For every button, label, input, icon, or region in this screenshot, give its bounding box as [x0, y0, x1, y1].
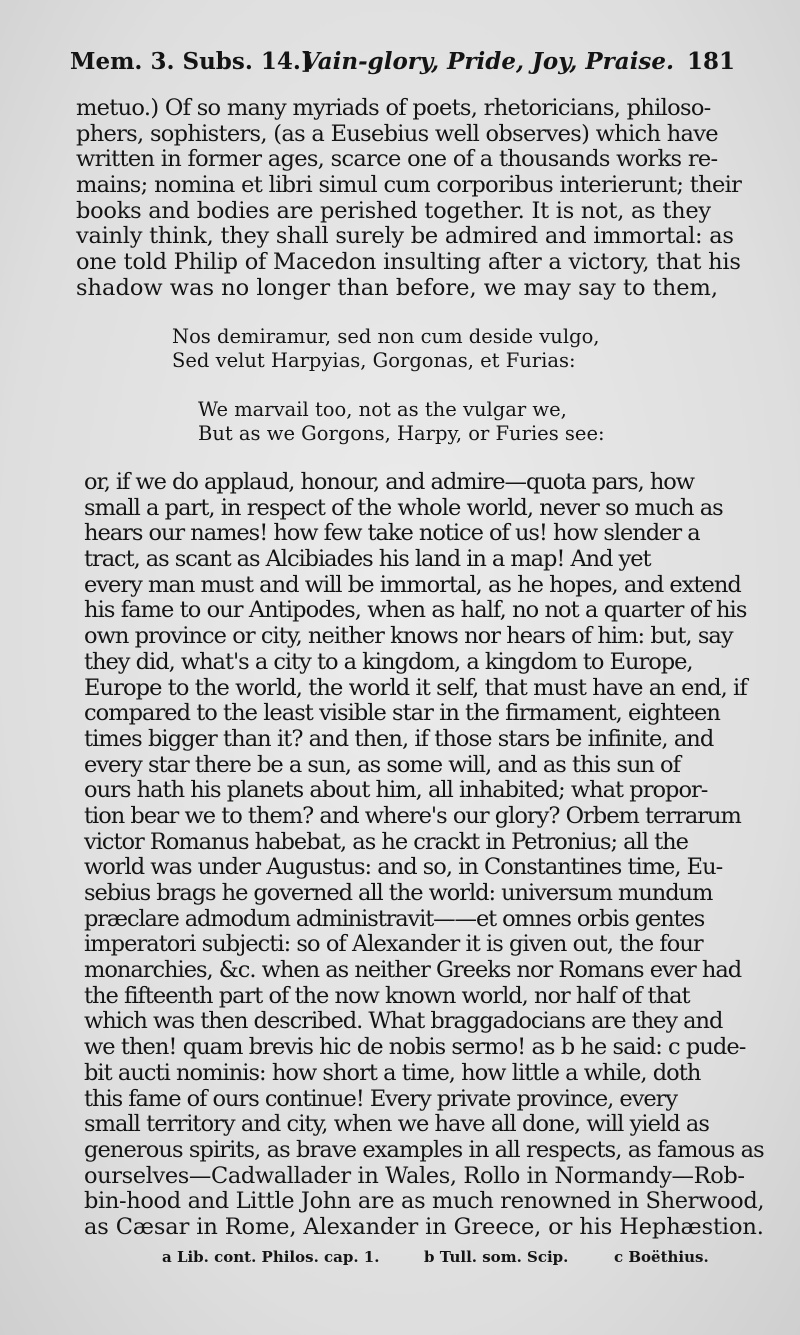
text-line: bin-hood and Little John are as much renowned in Sherwood, — [84, 1188, 765, 1215]
verse-line: We marvail too, not as the vulgar we, — [198, 398, 567, 421]
text-line: the fifteenth part of the now known world, nor half of that — [84, 982, 690, 1009]
footnote-a: a Lib. cont. Philos. cap. 1. — [162, 1248, 380, 1266]
text-line: this fame of ours continue! Every private province, every — [84, 1085, 678, 1112]
verse-line: Sed velut Harpyias, Gorgonas, et Furias: — [172, 349, 576, 372]
text-line: books and bodies are perished together. It is not, as they — [76, 197, 711, 224]
text-line: monarchies, &c. when as neither Greeks nor Romans ever had — [84, 957, 742, 984]
text-line: own province or city, neither knows nor hears of him: but, say — [84, 623, 733, 650]
text-line: world was under Augustus: and so, in Constantines time, Eu- — [84, 854, 723, 881]
text-line: mains; nomina et libri simul cum corporibus interierunt; their — [76, 172, 742, 199]
text-line: tion bear we to them? and where's our glory? Orbem terrarum — [84, 802, 741, 829]
text-line: Europe to the world, the world it self, that must have an end, if — [84, 674, 747, 701]
text-line: præclare admodum administravit——et omnes orbis gentes — [84, 905, 705, 932]
text-line: every man must and will be immortal, as he hopes, and extend — [84, 571, 741, 598]
text-line: written in former ages, scarce one of a thousands works re- — [76, 146, 718, 173]
footnote-b: b Tull. som. Scip. — [424, 1248, 569, 1266]
english-verse — [198, 398, 605, 446]
text-line: they did, what's a city to a kingdom, a kingdom to Europe, — [84, 648, 693, 675]
running-header — [70, 48, 735, 84]
text-line: phers, sophisters, (as a Eusebius well observes) which have — [76, 120, 718, 147]
text-line: his fame to our Antipodes, when as half, no not a quarter of his — [84, 597, 747, 624]
text-line: compared to the least visible star in the firmament, eighteen — [84, 700, 720, 727]
text-line: which was then described. What braggadocians are they and — [84, 1008, 723, 1035]
latin-verse — [172, 325, 600, 373]
text-line: imperatori subjecti: so of Alexander it is given out, the four — [84, 931, 703, 958]
text-line: times bigger than it? and then, if those stars be infinite, and — [84, 725, 714, 752]
text-line: metuo.) Of so many myriads of poets, rhetoricians, philoso- — [76, 95, 711, 121]
text-line: ourselves—Cadwallader in Wales, Rollo in Normandy—Rob- — [84, 1162, 745, 1189]
page-number: 181 — [686, 48, 735, 75]
text-line: victor Romanus habebat, as he crackt in Petronius; all the — [84, 828, 688, 855]
text-line: small a part, in respect of the whole world, never so much as — [84, 494, 723, 521]
running-title: Vain-glory, Pride, Joy, Praise. — [302, 48, 675, 75]
text-line: we then! quam brevis hic de nobis sermo! as b he said: c pude- — [84, 1034, 746, 1061]
text-line: hears our names! how few take notice of us! how slender a — [84, 520, 700, 547]
text-line: one told Philip of Macedon insulting after a victory, that his — [76, 249, 741, 276]
text-line: small territory and city, when we have all done, will yield as — [84, 1111, 709, 1138]
text-line: ours hath his planets about him, all inhabited; what propor- — [84, 777, 708, 804]
text-line: bit aucti nominis: how short a time, how little a while, doth — [84, 1059, 701, 1086]
text-line: shadow was no longer than before, we may say to them, — [76, 274, 719, 301]
text-line: tract, as scant as Alcibiades his land in a map! And yet — [84, 546, 651, 573]
text-line: vainly think, they shall surely be admired and immortal: as — [76, 223, 734, 250]
text-line: generous spirits, as brave examples in all respects, as famous as — [84, 1136, 764, 1163]
section-reference: Mem. 3. Subs. 14.] — [70, 48, 312, 75]
text-line: every star there be a sun, as some will, and as this sun of — [84, 751, 680, 778]
footnote-c: c Boëthius. — [614, 1248, 709, 1266]
verse-line: Nos demiramur, sed non cum deside vulgo, — [172, 325, 600, 348]
verse-line: But as we Gorgons, Harpy, or Furies see: — [198, 422, 605, 445]
opening-paragraph — [76, 96, 741, 302]
text-line: sebius brags he governed all the world: universum mundum — [84, 880, 713, 906]
text-line: as Cæsar in Rome, Alexander in Greece, or his Hephæstion. — [84, 1213, 764, 1240]
text-line: or, if we do applaud, honour, and admire—quota pars, how — [84, 469, 694, 495]
main-paragraph — [84, 470, 764, 1241]
